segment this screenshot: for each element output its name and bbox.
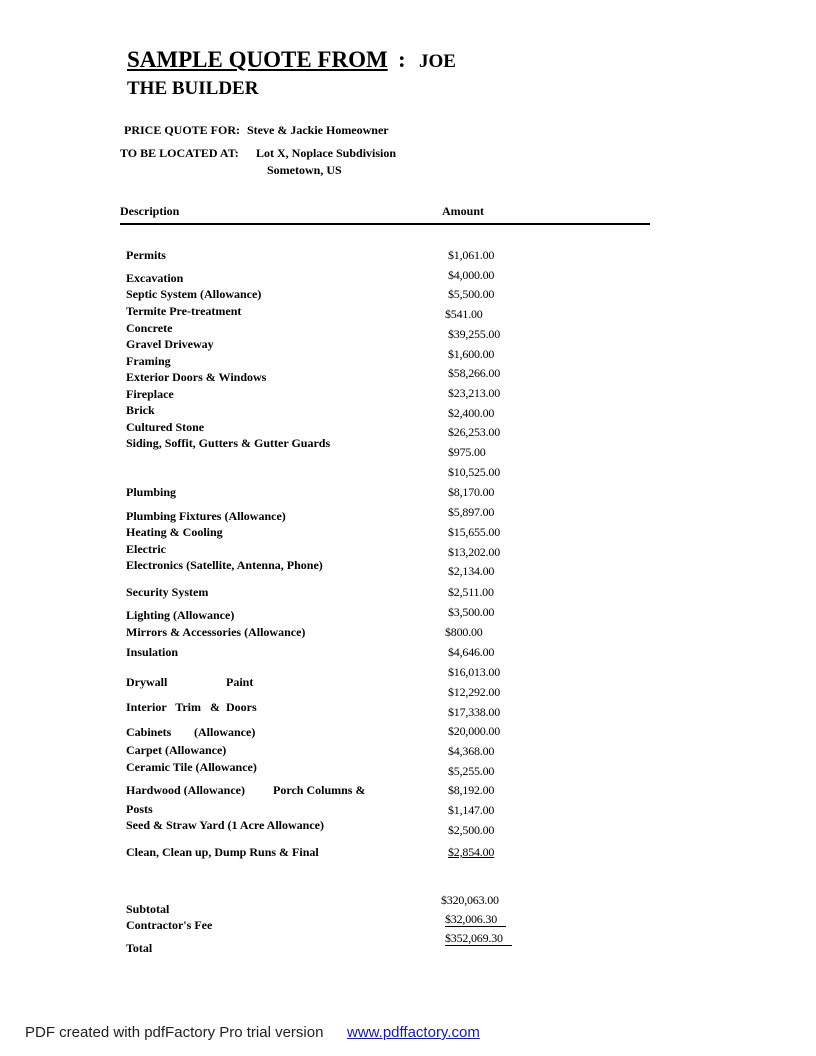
line-item-description: Permits <box>126 248 166 262</box>
line-item-amount: $2,854.00 <box>448 845 495 859</box>
line-item-amount: $1,147.00 <box>448 803 495 817</box>
line-item-amount: $8,170.00 <box>448 485 495 499</box>
line-item-description: Porch Columns & <box>273 783 366 797</box>
line-item-description: Clean, Clean up, Dump Runs & Final <box>126 845 319 859</box>
location-line1: Lot X, Noplace Subdivision <box>256 146 397 160</box>
line-item-amount: $2,511.00 <box>448 585 494 599</box>
quote-title: SAMPLE QUOTE FROM <box>127 47 388 72</box>
pdf-footer-link[interactable]: www.pdffactory.com <box>347 1024 480 1041</box>
line-item-amount: $15,655.00 <box>448 525 501 539</box>
line-item-amount: $20,000.00 <box>448 724 501 738</box>
line-item-description: Excavation <box>126 271 184 285</box>
line-item-amount: $4,000.00 <box>448 268 495 282</box>
line-item-description: Plumbing Fixtures (Allowance) <box>126 509 286 523</box>
line-item-description: Electric <box>126 542 166 556</box>
builder-name-part1: JOE <box>419 51 456 72</box>
line-item-amount: $23,213.00 <box>448 386 501 400</box>
location-line2: Sometown, US <box>267 163 342 177</box>
line-item-description: Hardwood (Allowance) <box>126 783 245 797</box>
line-item-description: Security System <box>126 585 209 599</box>
line-item-amount: $5,500.00 <box>448 287 495 301</box>
line-item-amount: $2,134.00 <box>448 564 495 578</box>
contractor-fee-value: $32,006.30 <box>445 912 506 927</box>
line-item-description: Electronics (Satellite, Antenna, Phone) <box>126 558 323 572</box>
line-item-description: Termite Pre-treatment <box>126 304 242 318</box>
line-item-description: Heating & Cooling <box>126 525 223 539</box>
line-item-description: Fireplace <box>126 387 174 401</box>
line-item-description: Brick <box>126 403 155 417</box>
line-item-description: Framing <box>126 354 171 368</box>
pdf-footer-text: PDF created with pdfFactory Pro trial version <box>25 1024 324 1041</box>
line-item-description: Gravel Driveway <box>126 337 214 351</box>
subtotal-label: Subtotal <box>126 902 170 916</box>
line-item-amount: $8,192.00 <box>448 783 495 797</box>
line-item-amount: $13,202.00 <box>448 545 501 559</box>
line-item-amount: $26,253.00 <box>448 425 501 439</box>
line-item-amount: $12,292.00 <box>448 685 501 699</box>
line-item-amount: $1,600.00 <box>448 347 495 361</box>
line-item-description: Exterior Doors & Windows <box>126 370 267 384</box>
line-item-amount: $5,255.00 <box>448 764 495 778</box>
line-item-description: Lighting (Allowance) <box>126 608 235 622</box>
column-header-amount: Amount <box>442 204 485 218</box>
quote-title-colon: : <box>398 47 406 72</box>
line-item-amount: $1,061.00 <box>448 248 495 262</box>
line-item-description: Interior Trim & Doors <box>126 700 257 714</box>
line-item-amount: $16,013.00 <box>448 665 501 679</box>
line-item-description: Siding, Soffit, Gutters & Gutter Guards <box>126 436 331 450</box>
header-rule <box>120 223 650 225</box>
line-item-amount: $4,368.00 <box>448 744 495 758</box>
line-item-description: Mirrors & Accessories (Allowance) <box>126 625 306 639</box>
line-item-description: Insulation <box>126 645 179 659</box>
line-item-description: Carpet (Allowance) <box>126 743 227 757</box>
line-item-amount: $541.00 <box>445 307 483 321</box>
line-item-description: Cultured Stone <box>126 420 205 434</box>
line-item-amount: $2,500.00 <box>448 823 495 837</box>
line-item-amount: $3,500.00 <box>448 605 495 619</box>
line-item-amount: $800.00 <box>445 625 483 639</box>
line-item-description: Seed & Straw Yard (1 Acre Allowance) <box>126 818 324 832</box>
line-item-amount: $4,646.00 <box>448 645 495 659</box>
line-item-amount: $10,525.00 <box>448 465 501 479</box>
line-item-amount: $39,255.00 <box>448 327 501 341</box>
total-label: Total <box>126 941 153 955</box>
line-item-amount: $5,897.00 <box>448 505 495 519</box>
contractor-fee-label: Contractor's Fee <box>126 918 213 932</box>
line-item-amount: $975.00 <box>448 445 486 459</box>
line-item-description: Drywall <box>126 675 168 689</box>
line-item-description: Concrete <box>126 321 173 335</box>
line-item-amount: $58,266.00 <box>448 366 501 380</box>
quote-for-label: PRICE QUOTE FOR: <box>124 123 241 137</box>
line-item-description: Paint <box>226 675 254 689</box>
column-header-description: Description <box>120 204 180 218</box>
line-item-description: Posts <box>126 802 153 816</box>
line-item-description: Cabinets <box>126 725 172 739</box>
line-item-description: Ceramic Tile (Allowance) <box>126 760 257 774</box>
line-item-amount: $2,400.00 <box>448 406 495 420</box>
line-item-amount: $17,338.00 <box>448 705 501 719</box>
builder-name-part2: THE BUILDER <box>127 78 259 99</box>
subtotal-value: $320,063.00 <box>441 893 499 907</box>
quote-for-value: Steve & Jackie Homeowner <box>247 123 389 137</box>
line-item-description: Septic System (Allowance) <box>126 287 262 301</box>
location-label: TO BE LOCATED AT: <box>120 146 239 160</box>
line-item-description: (Allowance) <box>194 725 256 739</box>
line-item-description: Plumbing <box>126 485 177 499</box>
total-value: $352,069.30 <box>445 931 512 946</box>
